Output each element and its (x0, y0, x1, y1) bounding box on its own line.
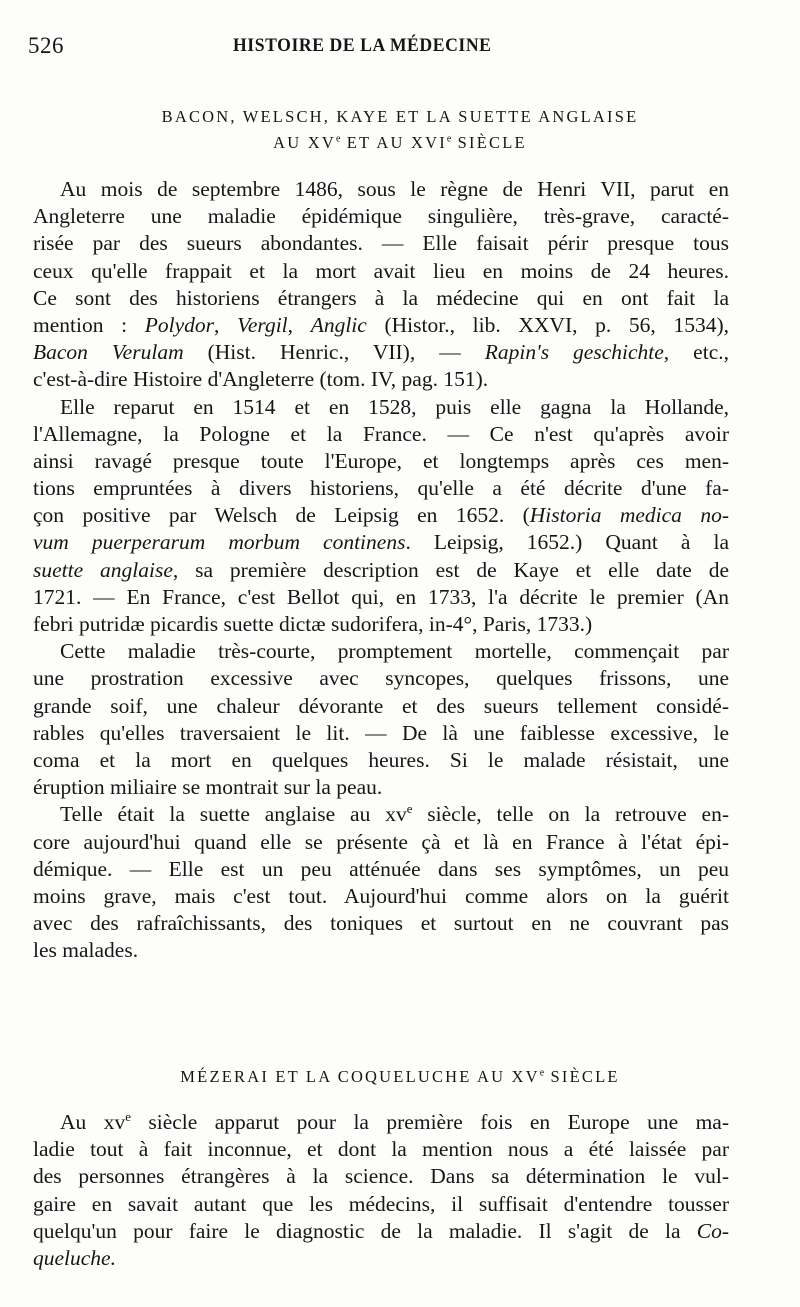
text-line: ainsi ravagé presque toute l'Europe, et longtemps après ces men- (33, 448, 729, 473)
paragraph (33, 176, 729, 394)
section-heading-line-1: BACON, WELSCH, KAYE ET LA SUETTE ANGLAISE (161, 107, 639, 126)
text-line: démique. — Elle est un peu atténuée dans ses symptômes, un peu (33, 856, 729, 881)
running-title: HISTOIRE DE LA MÉDECINE (233, 35, 492, 56)
text-line: vum puerperarum morbum continens. Leipsig, 1652.) Quant à la (33, 530, 729, 555)
text-line: Telle était la suette anglaise au $xv^e$ siècle, telle on la retrouve en- (60, 802, 729, 827)
section-heading-coqueluche (40, 1064, 760, 1090)
text-line: rables qu'elles traversaient le lit. — De là une faiblesse excessive, le (33, 720, 729, 745)
text-line: ceux qu'elle frappait et la mort avait lieu en moins de 24 heures. (33, 258, 729, 283)
section-heading-suette (40, 104, 760, 156)
text-line: avec des rafraîchissants, des toniques et surtout en ne couvrant pas (33, 911, 729, 936)
text-line: éruption miliaire se montrait sur la peau. (33, 775, 383, 800)
text-line: quelqu'un pour faire le diagnostic de la maladie. Il s'agit de la Co- (33, 1218, 729, 1243)
text-line: Angleterre une maladie épidémique singulière, très-grave, caracté- (33, 204, 729, 229)
text-line: Bacon Verulam (Hist. Henric., VII), — Rapin's geschichte, etc., (33, 340, 729, 365)
text-line: 1721. — En France, c'est Bellot qui, en 1733, l'a décrite le premier (An (33, 584, 729, 609)
paragraph (33, 638, 729, 801)
text-line: suette anglaise, sa première description est de Kaye et elle date de (33, 557, 729, 582)
text-line: Au mois de septembre 1486, sous le règne de Henri VII, parut en (60, 177, 729, 201)
section-body-coqueluche (33, 1109, 729, 1272)
text-line: l'Allemagne, la Pologne et la France. — Ce n'est qu'après avoir (33, 421, 729, 446)
section-heading-line-2: AU XVe ET AU XVIe SIÈCLE (273, 133, 527, 152)
paragraph (33, 394, 729, 639)
text-line: mention : Polydor, Vergil, Anglic (Histor., lib. XXVI, p. 56, 1534), (33, 312, 729, 337)
text-line: les malades. (33, 938, 139, 963)
text-line: ladie tout à fait inconnue, et dont la mention nous a été laissée par (33, 1137, 729, 1162)
text-line: gaire en savait autant que les médecins, il suffisait d'entendre tousser (33, 1191, 729, 1216)
section-body-suette (33, 176, 729, 964)
text-line: çon positive par Welsch de Leipsig en 1652. (Historia medica no- (33, 503, 729, 528)
text-line: une prostration excessive avec syncopes, quelques frissons, une (33, 666, 729, 691)
section-heading-line-1: MÉZERAI ET LA COQUELUCHE AU XVe SIÈCLE (180, 1067, 620, 1086)
text-line: c'est-à-dire Histoire d'Angleterre (tom. IV, pag. 151). (33, 367, 489, 392)
text-line: Au $xv^e$ siècle apparut pour la première fois en Europe une ma- (60, 1109, 729, 1134)
text-line: febri putridæ picardis suette dictæ sudorifera, in-4°, Paris, 1733.) (33, 612, 593, 636)
running-head (28, 33, 740, 63)
text-line: tions empruntées à divers historiens, qu'elle a été décrite d'une fa- (33, 476, 729, 501)
text-line: grande soif, une chaleur dévorante et des sueurs tellement considé- (33, 693, 729, 718)
text-line: risée par des sueurs abondantes. — Elle faisait périr presque tous (33, 231, 729, 256)
page-number: 526 (28, 33, 64, 58)
text-line: coma et la mort en quelques heures. Si le malade résistait, une (33, 747, 729, 772)
text-line: queluche. (33, 1245, 116, 1270)
text-line: Ce sont des historiens étrangers à la médecine qui en ont fait la (33, 285, 729, 310)
text-line: des personnes étrangères à la science. Dans sa détermination le vul- (33, 1164, 729, 1189)
text-line: moins grave, mais c'est tout. Aujourd'hui comme alors on la guérit (33, 883, 729, 908)
text-line: core aujourd'hui quand elle se présente çà et là en France à l'état épi- (33, 829, 729, 854)
paragraph (33, 801, 729, 964)
text-line: Cette maladie très-courte, promptement mortelle, commençait par (60, 639, 729, 664)
paragraph (33, 1109, 729, 1272)
text-line: Elle reparut en 1514 et en 1528, puis elle gagna la Hollande, (60, 394, 729, 419)
